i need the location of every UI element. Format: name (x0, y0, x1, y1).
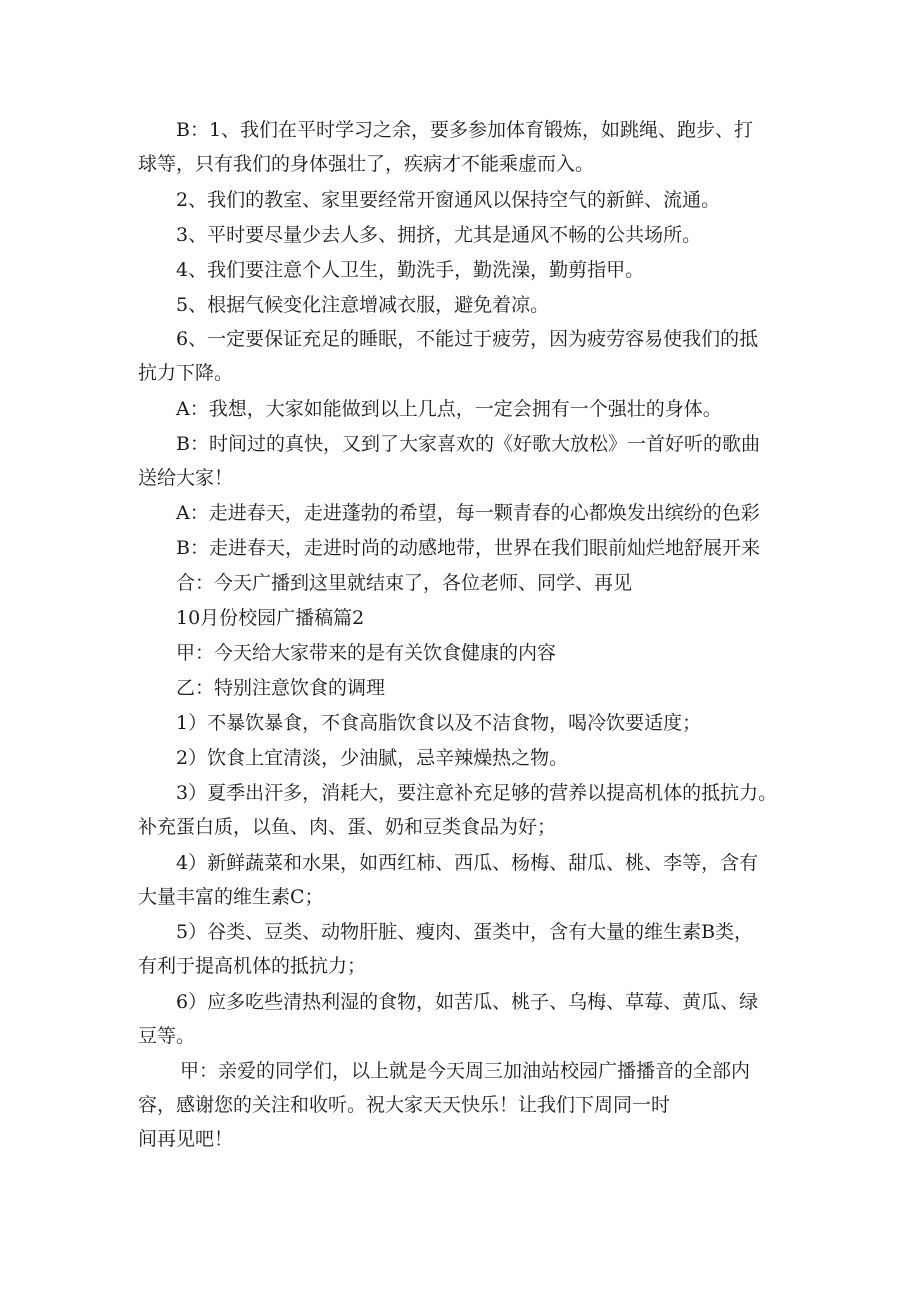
paragraph-b-song (138, 427, 798, 495)
text-line: 补充蛋白质，以鱼、肉、蛋、奶和豆类食品为好； (138, 816, 557, 838)
paragraph-diet-4 (138, 846, 798, 914)
text-line: 间再见吧！ (138, 1128, 234, 1150)
paragraph-tip-6 (138, 322, 798, 390)
paragraph-a-summary (138, 392, 798, 426)
text-line: 抗力下降。 (138, 362, 234, 384)
text-line: 10月份校园广播稿篇2 (176, 607, 365, 629)
text-line: 1）不暴饮暴食，不食高脂饮食以及不洁食物，喝冷饮要适度； (176, 712, 702, 734)
text-line: 6）应多吃些清热利湿的食物，如苦瓜、桃子、乌梅、草莓、黄瓜、绿 (176, 991, 759, 1013)
text-line: B：走进春天，走进时尚的动感地带，世界在我们眼前灿烂地舒展开来 (176, 537, 760, 559)
text-line: 5、根据气候变化注意增减衣服，避免着凉。 (176, 294, 550, 316)
text-line: 4）新鲜蔬菜和水果，如西红柿、西瓜、杨梅、甜瓜、桃、李等，含有 (176, 852, 759, 874)
text-line: 合：今天广播到这里就结束了，各位老师、同学、再见 (176, 572, 633, 594)
text-line: 有利于提高机体的抵抗力； (138, 955, 367, 977)
paragraph-diet-1 (138, 706, 798, 740)
text-line: 3、平时要尽量少去人多、拥挤，尤其是通风不畅的公共场所。 (176, 224, 702, 246)
section-title (138, 601, 798, 635)
paragraph-tip-4 (138, 253, 798, 287)
paragraph-b-tips-intro (138, 113, 798, 181)
text-line: 甲：亲爱的同学们，以上就是今天周三加油站校园广播播音的全部内 (180, 1060, 751, 1082)
paragraph-tip-2 (138, 183, 798, 217)
text-line: 3）夏季出汗多，消耗大，要注意补充足够的营养以提高机体的抵抗力。 (176, 782, 778, 804)
text-line: 5）谷类、豆类、动物肝脏、瘦肉、蛋类中，含有大量的维生素B类， (176, 921, 754, 943)
text-line: 乙：特别注意饮食的调理 (176, 677, 386, 699)
text-line: B：时间过的真快，又到了大家喜欢的《好歌大放松》一首好听的歌曲 (176, 433, 760, 455)
paragraph-jia-farewell (138, 1054, 798, 1156)
text-line: 大量丰富的维生素C； (138, 886, 324, 908)
paragraph-jia-intro (138, 636, 798, 670)
text-line: 送给大家！ (138, 467, 234, 489)
paragraph-tip-5 (138, 288, 798, 322)
paragraph-diet-3 (138, 776, 798, 844)
text-line: B：1、我们在平时学习之余，要多参加体育锻炼，如跳绳、跑步、打 (176, 119, 754, 141)
paragraph-b-spring (138, 531, 798, 565)
text-line: A：走进春天，走进蓬勃的希望，每一颗青春的心都焕发出缤纷的色彩 (176, 502, 760, 524)
paragraph-a-spring (138, 496, 798, 530)
text-line: 球等，只有我们的身体强壮了，疾病才不能乘虚而入。 (138, 153, 595, 175)
text-line: 4、我们要注意个人卫生，勤洗手，勤洗澡，勤剪指甲。 (176, 259, 645, 281)
text-line: 豆等。 (138, 1025, 196, 1047)
text-line: 2、我们的教室、家里要经常开窗通风以保持空气的新鲜、流通。 (176, 189, 721, 211)
text-line: A：我想，大家如能做到以上几点，一定会拥有一个强壮的身体。 (176, 398, 722, 420)
paragraph-yi-intro (138, 671, 798, 705)
paragraph-diet-5 (138, 915, 798, 983)
text-line: 2）饮食上宜清淡，少油腻，忌辛辣燥热之物。 (176, 747, 569, 769)
text-line: 6、一定要保证充足的睡眠，不能过于疲劳，因为疲劳容易使我们的抵 (176, 328, 759, 350)
text-line: 容，感谢您的关注和收听。祝大家天天快乐！让我们下周同一时 (138, 1094, 671, 1116)
paragraph-closing (138, 566, 798, 600)
paragraph-diet-6 (138, 985, 798, 1053)
text-line: 甲：今天给大家带来的是有关饮食健康的内容 (176, 642, 557, 664)
paragraph-diet-2 (138, 741, 798, 775)
paragraph-tip-3 (138, 218, 798, 252)
